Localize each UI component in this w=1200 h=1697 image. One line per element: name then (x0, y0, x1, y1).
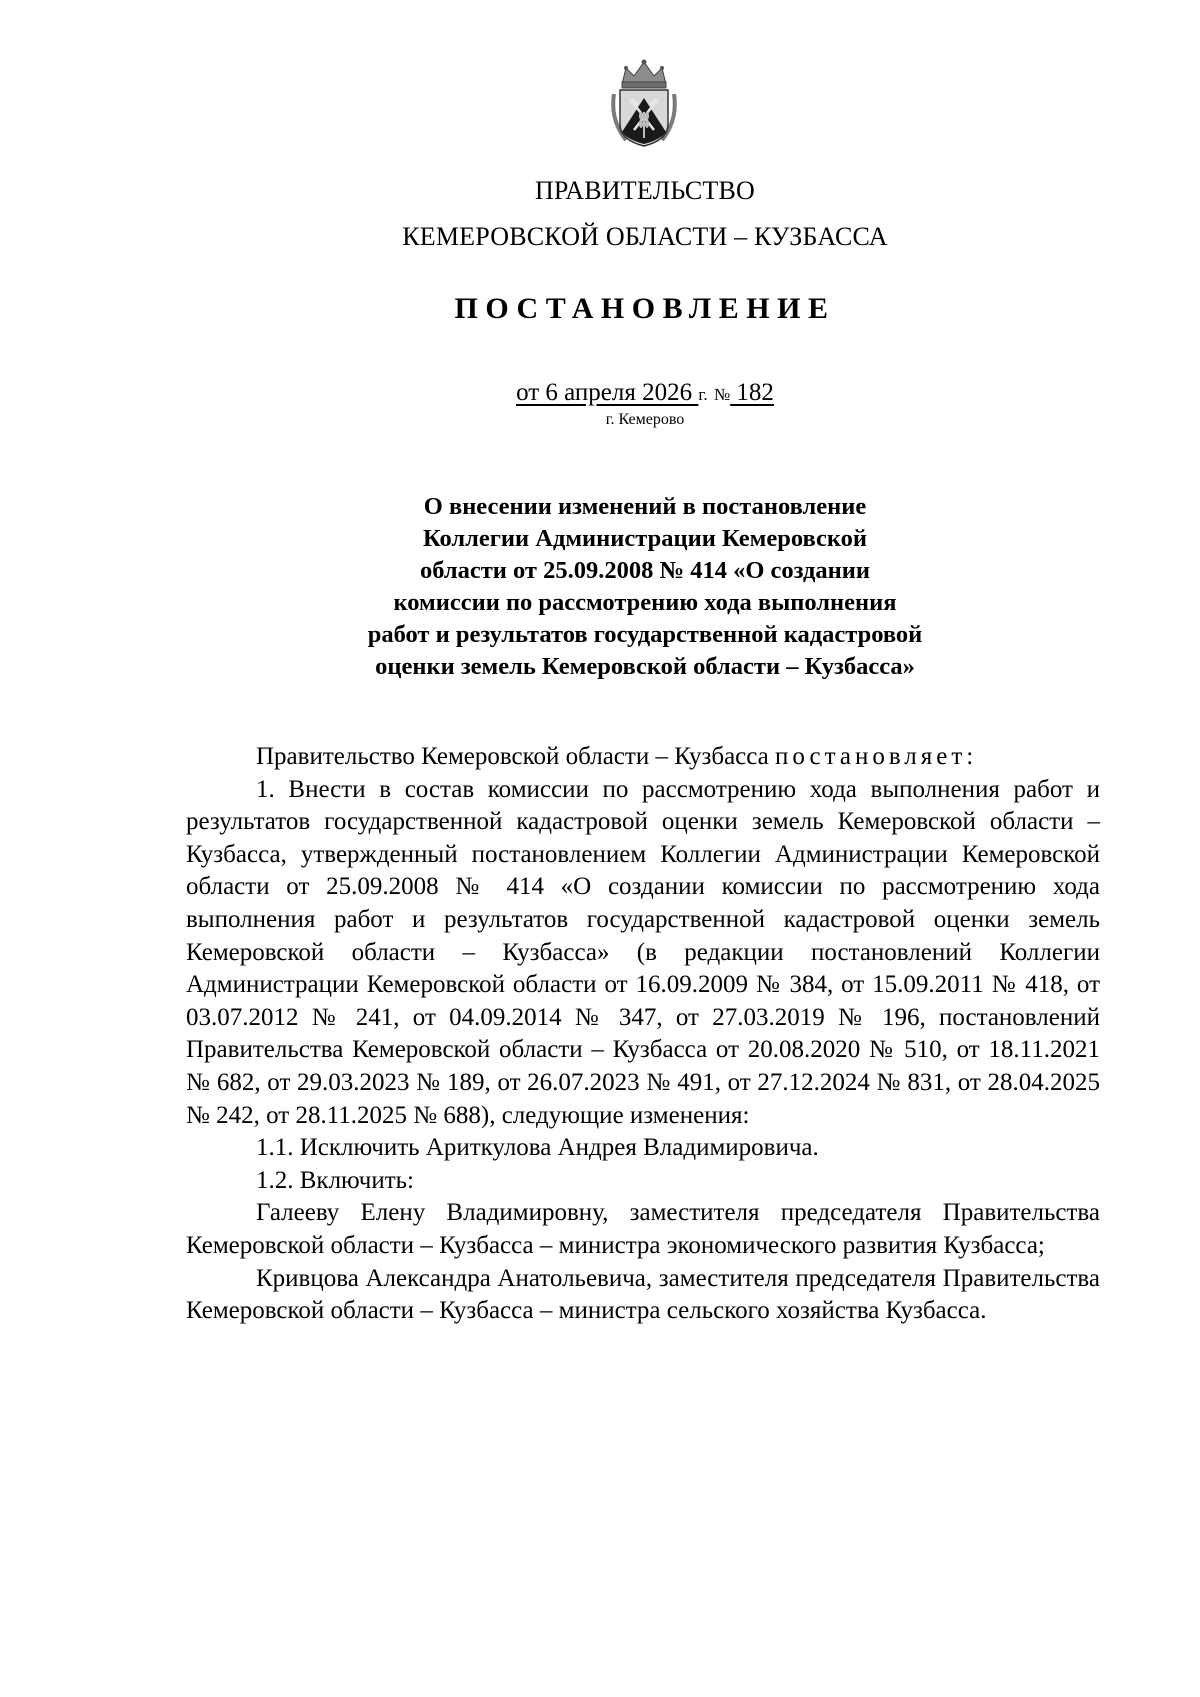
preamble-verb: постановляет: (775, 743, 978, 770)
document-city: г. Кемерово (605, 411, 685, 428)
included-member-2: Кривцова Александра Анатольевича, заместителя председателя Правительства Кемеровской области – Кузбасса – министра сельского хозяйства Кузбасса. (186, 1264, 1100, 1325)
organization-name-line-1: ПРАВИТЕЛЬСТВО (534, 176, 756, 205)
preamble-text: Правительство Кемеровской области – Кузбасса (256, 743, 769, 770)
title-line: оценки земель Кемеровской области – Кузбасса» (375, 653, 915, 680)
item-1-1-paragraph: 1.1. Исключить Ариткулова Андрея Владимировича. (256, 1134, 819, 1162)
document-body (186, 741, 1100, 1328)
item-1-2-paragraph: 1.2. Включить: (256, 1166, 414, 1194)
year-suffix: г. (698, 385, 708, 404)
item-1-paragraph: 1. Внести в состав комиссии по рассмотрению хода выполнения работ и результатов государственной кадастровой оценки земель Кемеровской области – Кузбасса, утвержденный постановлением Коллегии Администрации Кемеровской области от 25.09.2008 № 414 «О создании комиссии по рассмотрению хода выполнения работ и результатов государственной кадастровой оценки земель Кемеровской области – Кузбасса» (в редакции постановлений Коллегии Администрации Кемеровской области от 16.09.2009 № 384, от 15.09.2011 № 418, от 03.07.2012 № 241, от 04.09.2014 № 347, от 27.03.2019 № 196, постановлений Правительства Кемеровской области – Кузбасса от 20.08.2020 № 510, от 18.11.2021 № 682, от 29.03.2023 № 189, от 26.07.2023 № 491, от 27.12.2024 № 831, от 28.04.2025 № 242, от 28.11.2025 № 688), следующие изменения: (186, 775, 1100, 1129)
title-line: работ и результатов государственной кадастровой (367, 621, 923, 648)
organization-name-line-2: КЕМЕРОВСКОЙ ОБЛАСТИ – КУЗБАССА (402, 222, 888, 251)
title-line: комиссии по рассмотрению хода выполнения (393, 589, 897, 616)
coat-of-arms-icon (608, 54, 680, 150)
included-member-1: Галееву Елену Владимировну, заместителя председателя Правительства Кемеровской области – Кузбасса – министра экономического развития Кузбасса; (186, 1199, 1100, 1259)
document-title (230, 491, 1060, 683)
document-number: 182 (730, 379, 774, 406)
title-line: области от 25.09.2008 № 414 «О создании (419, 557, 871, 584)
number-sign: № (713, 385, 731, 404)
title-line: О внесении изменений в постановление (423, 493, 867, 520)
document-date-number (0, 378, 1200, 410)
preamble-paragraph (186, 741, 1100, 774)
title-line: Коллегии Администрации Кемеровской (422, 525, 868, 552)
document-date: от 6 апреля 2026 (516, 379, 699, 406)
document-type-heading: ПОСТАНОВЛЕНИЕ (454, 292, 836, 325)
